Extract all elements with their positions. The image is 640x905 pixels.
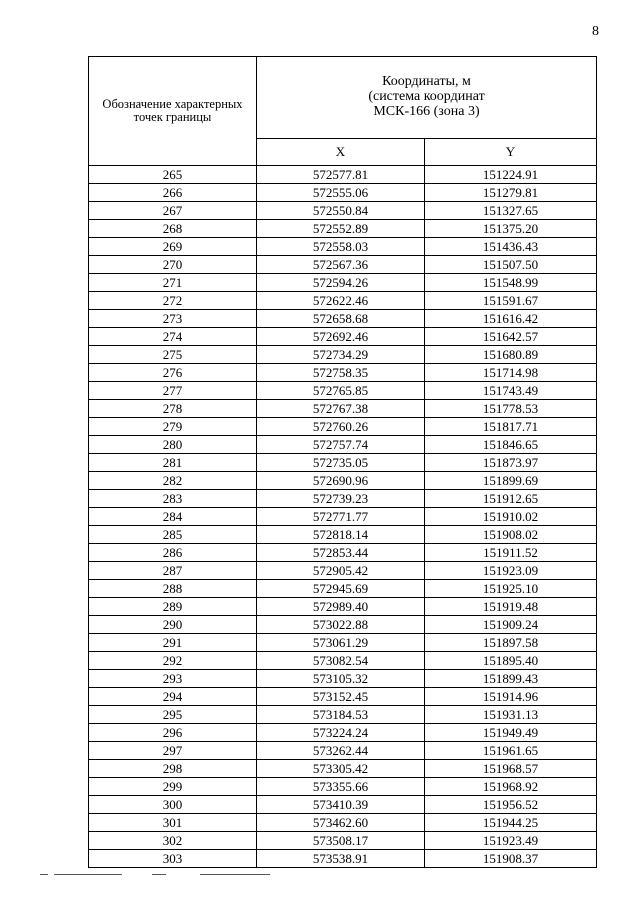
x-coordinate-cell: 573410.39	[257, 796, 425, 814]
x-coordinate-cell: 573152.45	[257, 688, 425, 706]
table-row	[89, 706, 597, 724]
x-coordinate-cell: 573262.44	[257, 742, 425, 760]
table-row	[89, 670, 597, 688]
table-row	[89, 472, 597, 490]
point-number-cell: 270	[89, 256, 257, 274]
x-coordinate-cell: 573061.29	[257, 634, 425, 652]
x-coordinate-cell: 573224.24	[257, 724, 425, 742]
x-coordinate-cell: 572735.05	[257, 454, 425, 472]
y-coordinate-cell: 151548.99	[425, 274, 597, 292]
table-row	[89, 220, 597, 238]
y-coordinate-cell: 151817.71	[425, 418, 597, 436]
x-coordinate-cell: 572622.46	[257, 292, 425, 310]
table-row	[89, 310, 597, 328]
x-coordinate-cell: 572567.36	[257, 256, 425, 274]
table-row	[89, 238, 597, 256]
y-coordinate-cell: 151436.43	[425, 238, 597, 256]
table-row	[89, 850, 597, 868]
table-row	[89, 400, 597, 418]
y-coordinate-cell: 151944.25	[425, 814, 597, 832]
x-coordinate-cell: 572552.89	[257, 220, 425, 238]
x-coordinate-cell: 572989.40	[257, 598, 425, 616]
point-number-cell: 267	[89, 202, 257, 220]
table-row	[89, 688, 597, 706]
x-coordinate-cell: 572945.69	[257, 580, 425, 598]
x-coordinate-cell: 573355.66	[257, 778, 425, 796]
table-row	[89, 598, 597, 616]
point-number-cell: 290	[89, 616, 257, 634]
point-number-cell: 286	[89, 544, 257, 562]
point-number-cell: 274	[89, 328, 257, 346]
boundary-points-table	[88, 56, 597, 868]
x-coordinate-cell: 573508.17	[257, 832, 425, 850]
point-number-cell: 280	[89, 436, 257, 454]
table-row	[89, 778, 597, 796]
y-coordinate-cell: 151279.81	[425, 184, 597, 202]
x-column-header: X	[257, 138, 425, 165]
y-coordinate-cell: 151909.24	[425, 616, 597, 634]
point-number-cell: 273	[89, 310, 257, 328]
x-coordinate-cell: 572577.81	[257, 166, 425, 184]
y-coordinate-cell: 151743.49	[425, 382, 597, 400]
point-number-cell: 275	[89, 346, 257, 364]
point-number-cell: 266	[89, 184, 257, 202]
x-coordinate-cell: 573538.91	[257, 850, 425, 868]
y-coordinate-cell: 151914.96	[425, 688, 597, 706]
table-row	[89, 166, 597, 184]
y-coordinate-cell: 151591.67	[425, 292, 597, 310]
point-number-cell: 291	[89, 634, 257, 652]
x-coordinate-cell: 572758.35	[257, 364, 425, 382]
y-coordinate-cell: 151961.65	[425, 742, 597, 760]
point-number-cell: 301	[89, 814, 257, 832]
y-coordinate-cell: 151925.10	[425, 580, 597, 598]
y-coordinate-cell: 151327.65	[425, 202, 597, 220]
y-coordinate-cell: 151778.53	[425, 400, 597, 418]
point-number-cell: 281	[89, 454, 257, 472]
table-row	[89, 526, 597, 544]
y-coordinate-cell: 151949.49	[425, 724, 597, 742]
table-row	[89, 634, 597, 652]
x-coordinate-cell: 572905.42	[257, 562, 425, 580]
table-row	[89, 436, 597, 454]
x-coordinate-cell: 572692.46	[257, 328, 425, 346]
table-row	[89, 562, 597, 580]
table-row	[89, 616, 597, 634]
y-coordinate-cell: 151923.09	[425, 562, 597, 580]
y-coordinate-cell: 151910.02	[425, 508, 597, 526]
table-row	[89, 832, 597, 850]
table-row	[89, 382, 597, 400]
point-number-cell: 279	[89, 418, 257, 436]
point-number-cell: 300	[89, 796, 257, 814]
y-coordinate-cell: 151873.97	[425, 454, 597, 472]
x-coordinate-cell: 572818.14	[257, 526, 425, 544]
coordinates-header-line-1: Координаты, м	[382, 74, 471, 90]
x-coordinate-cell: 572760.26	[257, 418, 425, 436]
x-coordinate-cell: 572594.26	[257, 274, 425, 292]
y-coordinate-cell: 151919.48	[425, 598, 597, 616]
point-number-cell: 282	[89, 472, 257, 490]
y-coordinate-cell: 151968.92	[425, 778, 597, 796]
point-number-cell: 265	[89, 166, 257, 184]
point-number-cell: 295	[89, 706, 257, 724]
table-row	[89, 328, 597, 346]
table-row	[89, 418, 597, 436]
point-number-cell: 269	[89, 238, 257, 256]
x-coordinate-cell: 572765.85	[257, 382, 425, 400]
x-coordinate-cell: 573105.32	[257, 670, 425, 688]
x-coordinate-cell: 572771.77	[257, 508, 425, 526]
table-row	[89, 814, 597, 832]
table-row	[89, 184, 597, 202]
point-number-cell: 277	[89, 382, 257, 400]
y-coordinate-cell: 151616.42	[425, 310, 597, 328]
y-coordinate-cell: 151224.91	[425, 166, 597, 184]
table-row	[89, 292, 597, 310]
x-coordinate-cell: 572690.96	[257, 472, 425, 490]
point-number-cell: 283	[89, 490, 257, 508]
page-number: 8	[592, 24, 599, 39]
table-row	[89, 652, 597, 670]
point-number-cell: 297	[89, 742, 257, 760]
x-coordinate-cell: 573082.54	[257, 652, 425, 670]
point-number-cell: 299	[89, 778, 257, 796]
point-number-cell: 276	[89, 364, 257, 382]
y-coordinate-cell: 151899.43	[425, 670, 597, 688]
coordinates-column-header	[257, 57, 597, 139]
point-number-cell: 268	[89, 220, 257, 238]
x-coordinate-cell: 572555.06	[257, 184, 425, 202]
y-coordinate-cell: 151680.89	[425, 346, 597, 364]
coordinates-header-line-2: (система координат	[368, 89, 485, 105]
coordinates-header-line-3: МСК-166 (зона 3)	[373, 103, 480, 119]
y-coordinate-cell: 151908.37	[425, 850, 597, 868]
y-coordinate-cell: 151908.02	[425, 526, 597, 544]
table-row	[89, 202, 597, 220]
x-coordinate-cell: 573184.53	[257, 706, 425, 724]
point-number-cell: 289	[89, 598, 257, 616]
point-number-cell: 284	[89, 508, 257, 526]
y-coordinate-cell: 151923.49	[425, 832, 597, 850]
y-coordinate-cell: 151895.40	[425, 652, 597, 670]
point-number-cell: 294	[89, 688, 257, 706]
point-number-cell: 278	[89, 400, 257, 418]
table-row	[89, 508, 597, 526]
x-coordinate-cell: 572757.74	[257, 436, 425, 454]
x-coordinate-cell: 572853.44	[257, 544, 425, 562]
table-row	[89, 742, 597, 760]
point-number-cell: 302	[89, 832, 257, 850]
y-coordinate-cell: 151899.69	[425, 472, 597, 490]
point-number-cell: 296	[89, 724, 257, 742]
table-body	[89, 166, 597, 868]
x-coordinate-cell: 573462.60	[257, 814, 425, 832]
x-coordinate-cell: 572739.23	[257, 490, 425, 508]
table-row	[89, 760, 597, 778]
y-coordinate-cell: 151912.65	[425, 490, 597, 508]
point-number-cell: 287	[89, 562, 257, 580]
point-number-cell: 285	[89, 526, 257, 544]
point-number-cell: 303	[89, 850, 257, 868]
y-coordinate-cell: 151375.20	[425, 220, 597, 238]
point-column-header: Обозначение характерных точек границы	[89, 57, 257, 166]
table-row	[89, 256, 597, 274]
y-coordinate-cell: 151846.65	[425, 436, 597, 454]
x-coordinate-cell: 572558.03	[257, 238, 425, 256]
y-coordinate-cell: 151911.52	[425, 544, 597, 562]
table-row	[89, 274, 597, 292]
y-coordinate-cell: 151968.57	[425, 760, 597, 778]
x-coordinate-cell: 573305.42	[257, 760, 425, 778]
y-coordinate-cell: 151931.13	[425, 706, 597, 724]
table-row	[89, 724, 597, 742]
y-coordinate-cell: 151956.52	[425, 796, 597, 814]
point-number-cell: 271	[89, 274, 257, 292]
x-coordinate-cell: 572550.84	[257, 202, 425, 220]
point-number-cell: 292	[89, 652, 257, 670]
table-row	[89, 490, 597, 508]
y-coordinate-cell: 151714.98	[425, 364, 597, 382]
table-row	[89, 346, 597, 364]
y-coordinate-cell: 151897.58	[425, 634, 597, 652]
point-number-cell: 288	[89, 580, 257, 598]
table-row	[89, 580, 597, 598]
table-row	[89, 796, 597, 814]
y-column-header: Y	[425, 138, 597, 165]
point-number-cell: 298	[89, 760, 257, 778]
x-coordinate-cell: 573022.88	[257, 616, 425, 634]
point-number-cell: 272	[89, 292, 257, 310]
x-coordinate-cell: 572734.29	[257, 346, 425, 364]
y-coordinate-cell: 151642.57	[425, 328, 597, 346]
point-number-cell: 293	[89, 670, 257, 688]
y-coordinate-cell: 151507.50	[425, 256, 597, 274]
x-coordinate-cell: 572658.68	[257, 310, 425, 328]
table-row	[89, 544, 597, 562]
table-row	[89, 364, 597, 382]
table-row	[89, 454, 597, 472]
x-coordinate-cell: 572767.38	[257, 400, 425, 418]
